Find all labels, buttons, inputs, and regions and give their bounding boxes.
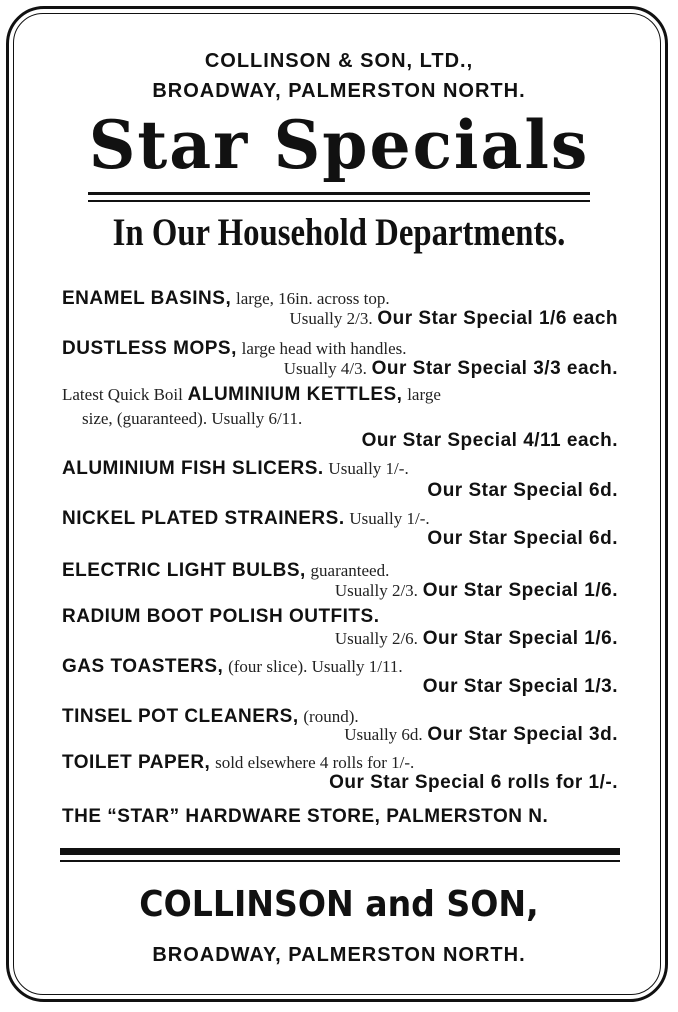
item-special-price: Our Star Special 6d. <box>427 480 618 501</box>
item-name: RADIUM BOOT POLISH OUTFITS. <box>62 606 380 627</box>
item-name: ELECTRIC LIGHT BULBS, <box>62 560 306 581</box>
store-line <box>62 806 548 828</box>
footer-rule-thick <box>60 848 620 855</box>
list-item <box>82 408 302 430</box>
footer-rule-thin <box>60 860 620 862</box>
list-item <box>335 580 618 602</box>
company-heading: COLLINSON & SON, LTD., <box>204 50 474 72</box>
item-name: TINSEL POT CLEANERS, <box>62 706 299 727</box>
item-usual-price: Usually 6d. <box>344 725 423 744</box>
item-name: ALUMINIUM KETTLES, <box>187 384 403 405</box>
item-special-price: Our Star Special 1/6 each <box>377 308 618 329</box>
store-name: THE “STAR” HARDWARE STORE, PALMERSTON N. <box>62 806 549 827</box>
item-description: large head with handles. <box>241 339 407 358</box>
item-description: guaranteed. <box>310 561 390 580</box>
list-item <box>62 606 380 628</box>
item-special-price: Our Star Special 1/3. <box>422 676 618 697</box>
list-item <box>423 676 618 698</box>
list-item <box>62 752 414 774</box>
item-description: (four slice). Usually 1/11. <box>228 657 403 676</box>
list-item <box>427 480 618 502</box>
list-item <box>329 772 618 794</box>
item-description: size, (guaranteed). Usually 6/11. <box>82 409 303 428</box>
item-usual-price: Usually 1/-. <box>349 509 430 528</box>
item-special-price: Our Star Special 3d. <box>427 724 618 745</box>
item-special-price: Our Star Special 3/3 each. <box>371 358 618 379</box>
list-item <box>62 288 390 310</box>
list-item <box>62 656 403 678</box>
item-usual-price: Usually 1/-. <box>328 459 409 478</box>
item-name: ALUMINIUM FISH SLICERS. <box>62 458 324 479</box>
list-item <box>62 508 430 530</box>
item-prefix: Latest Quick Boil <box>62 385 183 404</box>
item-name: NICKEL PLATED STRAINERS. <box>62 508 345 529</box>
item-special-price: Our Star Special 4/11 each. <box>361 430 618 451</box>
item-special-price: Our Star Special 6d. <box>427 528 618 549</box>
list-item <box>62 706 359 728</box>
item-description: large, 16in. across top. <box>235 289 390 308</box>
subtitle: In Our Household Departments. <box>112 211 566 254</box>
list-item <box>427 528 618 550</box>
item-usual-price: Usually 4/3. <box>283 359 367 378</box>
item-special-price: Our Star Special 6 rolls for 1/-. <box>329 772 618 793</box>
item-suffix: large <box>407 385 441 404</box>
list-item <box>335 628 618 650</box>
list-item <box>62 458 409 480</box>
footer-company: COLLINSON and SON, <box>139 884 539 925</box>
item-name: TOILET PAPER, <box>62 752 211 773</box>
item-name: ENAMEL BASINS, <box>62 288 232 309</box>
list-item <box>290 308 618 330</box>
footer-address: BROADWAY, PALMERSTON NORTH. <box>152 944 526 966</box>
title-rule-thick <box>88 192 590 195</box>
address-heading: BROADWAY, PALMERSTON NORTH. <box>152 80 526 102</box>
item-special-price: Our Star Special 1/6. <box>422 580 618 601</box>
item-usual-price: Usually 2/6. <box>334 629 418 648</box>
list-item <box>344 724 618 746</box>
item-name: DUSTLESS MOPS, <box>62 338 237 359</box>
list-item <box>62 384 441 406</box>
page-title: Star Specials <box>88 106 590 184</box>
item-special-price: Our Star Special 1/6. <box>422 628 618 649</box>
item-usual-price: Usually 2/3. <box>334 581 418 600</box>
item-description: (round). <box>303 707 359 726</box>
list-item <box>62 560 389 582</box>
item-name: GAS TOASTERS, <box>62 656 224 677</box>
item-description: sold elsewhere 4 rolls for 1/-. <box>215 753 415 772</box>
list-item <box>284 358 618 380</box>
title-rule-thin <box>88 200 590 202</box>
list-item <box>362 430 618 452</box>
list-item <box>62 338 407 360</box>
item-usual-price: Usually 2/3. <box>289 309 373 328</box>
